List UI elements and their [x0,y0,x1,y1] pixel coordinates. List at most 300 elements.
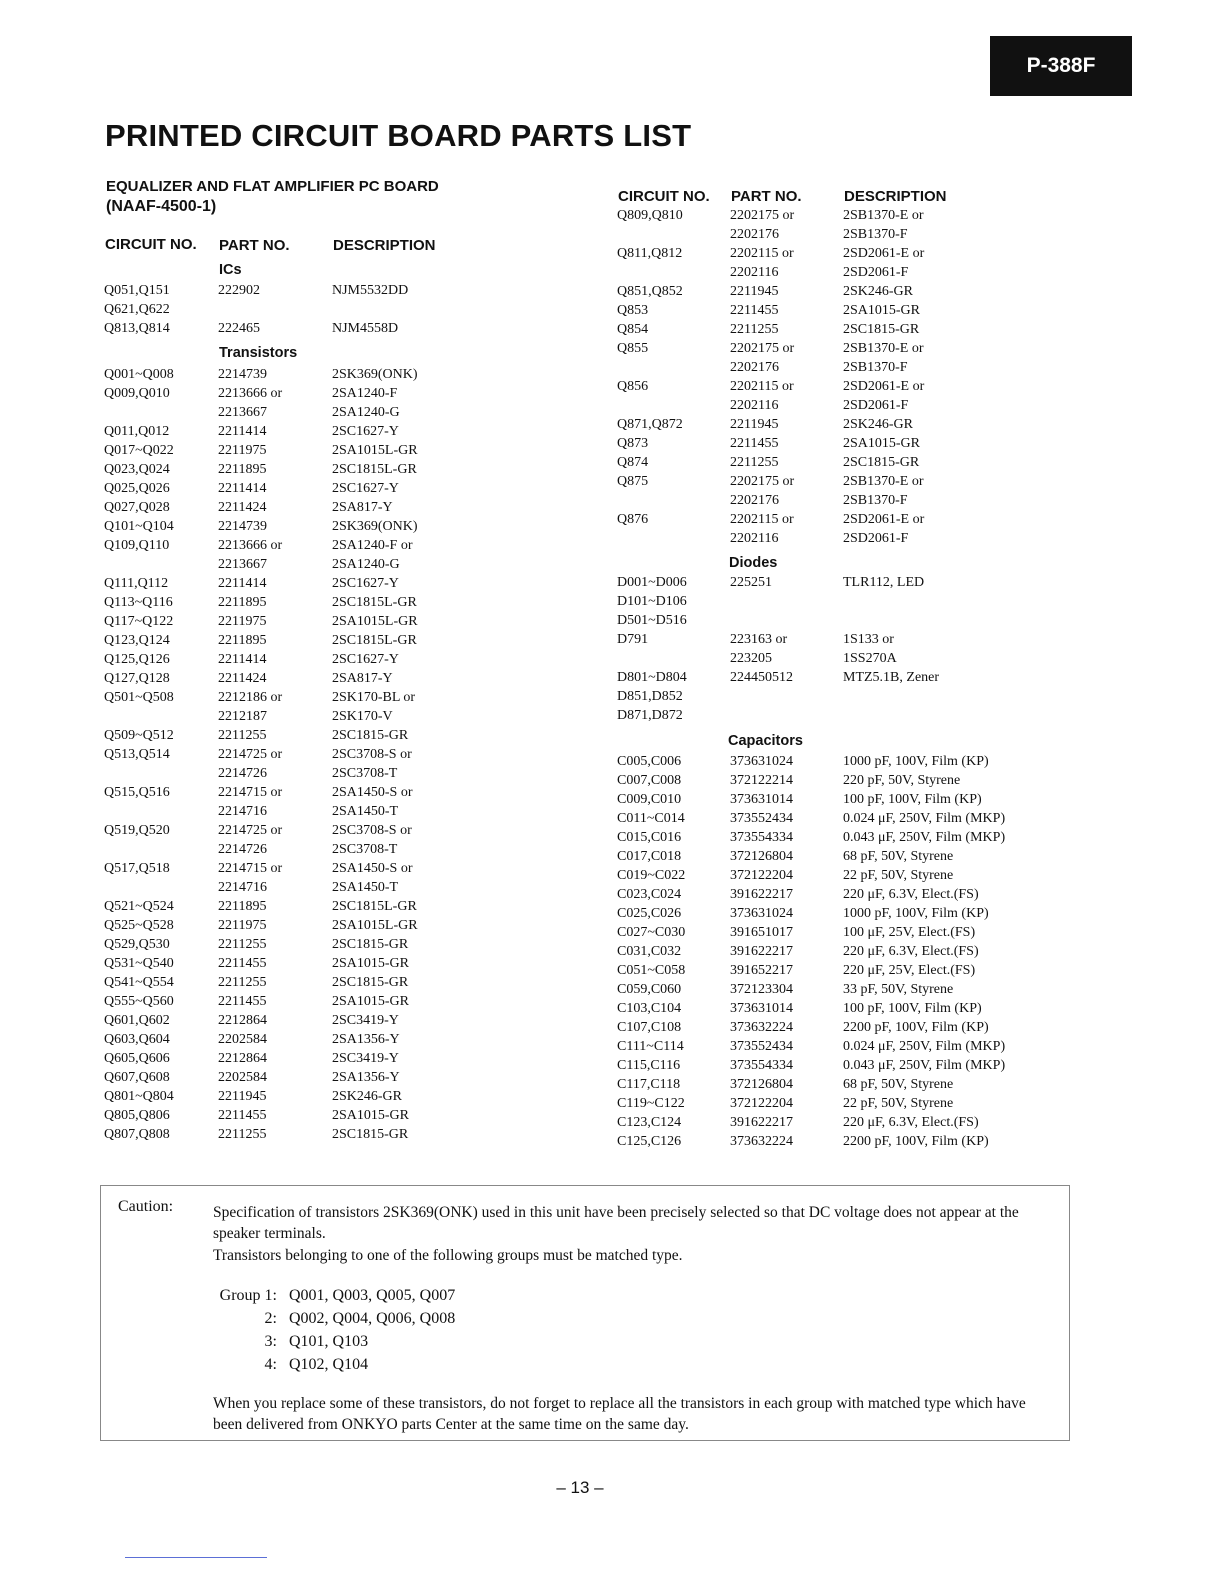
description: 2SA1240-F or [332,538,413,553]
description: 2SB1370-F [843,493,908,508]
description: 2SD2061-E or [843,379,925,394]
circuit-no: Q605,Q606 [104,1051,170,1066]
part-no: 2202116 [730,265,779,280]
part-row [617,320,1037,339]
description: 1SS270A [843,651,897,666]
circuit-no: C051~C058 [617,963,686,978]
part-row [617,1037,1037,1056]
part-row [104,726,504,745]
part-row [104,1106,504,1125]
part-no: 2214725 or [218,747,283,762]
circuit-no: Q853 [617,303,649,318]
description: 2SC1815-GR [843,455,920,470]
part-row [617,1094,1037,1113]
part-no: 2202175 or [730,208,795,223]
description: 22 pF, 50V, Styrene [843,1096,954,1111]
circuit-no: Q125,Q126 [104,652,170,667]
page-title: PRINTED CIRCUIT BOARD PARTS LIST [105,118,692,153]
circuit-no: Q513,Q514 [104,747,170,762]
part-no: 2214726 [218,766,267,781]
right-transistors-list [617,206,1037,548]
part-no: 391622217 [730,887,793,902]
part-row [617,611,1037,630]
part-row [104,422,504,441]
circuit-no: Q051,Q151 [104,283,170,298]
part-row [617,529,1037,548]
circuit-no: D871,D872 [617,708,683,723]
description: TLR112, LED [843,575,925,590]
circuit-no: Q607,Q608 [104,1070,170,1085]
part-no: 2202175 or [730,474,795,489]
description: 2SA1356-Y [332,1032,400,1047]
description: 2SA817-Y [332,500,393,515]
description: 2200 pF, 100V, Film (KP) [843,1020,989,1035]
circuit-no: Q127,Q128 [104,671,170,686]
circuit-no: Q874 [617,455,649,470]
section-capacitors: Capacitors [728,733,803,749]
group-members: Q102, Q104 [289,1356,369,1373]
part-no: 2213667 [218,405,267,420]
circuit-no: Q873 [617,436,649,451]
part-no: 2213667 [218,557,267,572]
description: 220 pF, 50V, Styrene [843,773,961,788]
circuit-no: C111~C114 [617,1039,684,1054]
part-no: 2211455 [218,994,267,1009]
part-row [617,706,1037,725]
description: 2SA1240-G [332,557,400,572]
left-ics-list [104,281,504,338]
part-no: 391622217 [730,944,793,959]
part-no: 2211895 [218,633,267,648]
circuit-no: Q541~Q554 [104,975,174,990]
description: 2SB1370-F [843,227,908,242]
circuit-no: Q101~Q104 [104,519,174,534]
part-row [104,1125,504,1144]
description: 220 μF, 25V, Elect.(FS) [843,963,976,978]
caution-paragraph-2: Transistors belonging to one of the following groups must be matched type. [213,1247,683,1264]
description: 2SD2061-E or [843,512,925,527]
part-no: 2212186 or [218,690,283,705]
part-row [104,574,504,593]
part-row [104,403,504,422]
circuit-no: C059,C060 [617,982,682,997]
part-row [104,1087,504,1106]
circuit-no: Q529,Q530 [104,937,170,952]
part-row [104,840,504,859]
circuit-no: C027~C030 [617,925,686,940]
right-header-circuit: CIRCUIT NO. [618,188,710,205]
part-no: 372126804 [730,849,793,864]
description: 220 μF, 6.3V, Elect.(FS) [843,1115,979,1130]
circuit-no: Q501~Q508 [104,690,174,705]
part-row [104,783,504,802]
right-capacitors-list [617,752,1037,1151]
part-row [617,573,1037,592]
description: 68 pF, 50V, Styrene [843,849,954,864]
part-no: 2214716 [218,880,267,895]
part-no: 2211414 [218,424,267,439]
part-no: 2213666 or [218,538,283,553]
caution-groups [213,1284,613,1376]
part-row [104,1030,504,1049]
part-row [104,631,504,650]
circuit-no: Q011,Q012 [104,424,170,439]
part-row [104,650,504,669]
section-diodes: Diodes [729,555,778,571]
circuit-no: D501~D516 [617,613,687,628]
part-row [617,847,1037,866]
group-number: Group 1: [219,1287,277,1304]
part-no: 2211895 [218,462,267,477]
description: 1000 pF, 100V, Film (KP) [843,906,989,921]
group-row [213,1284,613,1307]
part-no: 372122204 [730,1096,793,1111]
part-row [104,1049,504,1068]
circuit-no: Q113~Q116 [104,595,173,610]
part-no: 2202115 or [730,246,794,261]
part-row [617,415,1037,434]
part-no: 224450512 [730,670,793,685]
left-transistors-list [104,365,504,1144]
board-name: EQUALIZER AND FLAT AMPLIFIER PC BOARD [106,178,439,195]
circuit-no: Q801~Q804 [104,1089,174,1104]
part-no: 2214739 [218,519,267,534]
footer-rule [125,1557,267,1558]
part-row [617,790,1037,809]
part-row [617,999,1037,1018]
part-row [617,923,1037,942]
description: 2SC1815L-GR [332,595,417,610]
description: 0.043 μF, 250V, Film (MKP) [843,1058,1006,1073]
part-row [104,281,504,300]
description: 100 pF, 100V, Film (KP) [843,792,982,807]
group-members: Q101, Q103 [289,1333,369,1350]
part-row [617,396,1037,415]
part-row [617,1132,1037,1151]
description: 2SA1015-GR [843,436,921,451]
part-row [104,1011,504,1030]
circuit-no: Q805,Q806 [104,1108,170,1123]
part-row [104,365,504,384]
description: 1000 pF, 100V, Film (KP) [843,754,989,769]
part-row [617,1018,1037,1037]
part-row [617,961,1037,980]
part-no: 2212864 [218,1013,267,1028]
part-row [104,384,504,403]
description: 0.043 μF, 250V, Film (MKP) [843,830,1006,845]
circuit-no: Q111,Q112 [104,576,169,591]
description: 2SB1370-E or [843,208,924,223]
part-no: 2214739 [218,367,267,382]
description: 2SD2061-E or [843,246,925,261]
part-row [617,358,1037,377]
circuit-no: C009,C010 [617,792,682,807]
part-row [617,885,1037,904]
part-no: 2211255 [218,728,267,743]
description: 2SB1370-E or [843,474,924,489]
description: 2SA1015L-GR [332,918,418,933]
part-row [104,441,504,460]
part-no: 2211414 [218,481,267,496]
description: 2SA1015-GR [332,1108,410,1123]
part-row [104,764,504,783]
part-row [617,630,1037,649]
part-no: 223205 [730,651,772,666]
group-number: 3: [264,1333,277,1350]
description: 2SA1356-Y [332,1070,400,1085]
part-no: 2211414 [218,652,267,667]
description: 2SB1370-E or [843,341,924,356]
part-row [104,1068,504,1087]
description: 2SC3419-Y [332,1051,399,1066]
group-members: Q001, Q003, Q005, Q007 [289,1287,456,1304]
part-row [617,649,1037,668]
section-transistors: Transistors [219,345,298,361]
description: 2SC1815L-GR [332,633,417,648]
part-row [617,592,1037,611]
description: 1S133 or [843,632,894,647]
part-no: 372122214 [730,773,793,788]
part-no: 373631014 [730,1001,793,1016]
part-no: 2211455 [730,303,779,318]
part-no: 2202584 [218,1032,267,1047]
part-row [104,859,504,878]
part-row [104,593,504,612]
part-no: 373632224 [730,1134,793,1149]
part-no: 391651017 [730,925,793,940]
description: 2SA1240-F [332,386,398,401]
description: 2SC3708-S or [332,747,412,762]
description: 2200 pF, 100V, Film (KP) [843,1134,989,1149]
part-no: 2202115 or [730,512,794,527]
part-no: 2211455 [730,436,779,451]
description: 220 μF, 6.3V, Elect.(FS) [843,887,979,902]
description: 2SC1815L-GR [332,899,417,914]
part-row [617,980,1037,999]
part-no: 373631024 [730,754,793,769]
description: 2SC1815-GR [843,322,920,337]
part-row [617,244,1037,263]
circuit-no: Q009,Q010 [104,386,170,401]
part-no: 222465 [218,321,260,336]
description: 2SC1627-Y [332,576,399,591]
part-row [617,491,1037,510]
part-no: 2211255 [730,322,779,337]
part-no: 2202584 [218,1070,267,1085]
part-no: 373552434 [730,1039,793,1054]
circuit-no: C017,C018 [617,849,682,864]
part-no: 2202176 [730,493,779,508]
part-no: 2211975 [218,918,267,933]
description: 2SB1370-F [843,360,908,375]
description: 2SC1815L-GR [332,462,417,477]
part-row [617,339,1037,358]
part-no: 373554334 [730,1058,793,1073]
right-diodes-list [617,573,1037,725]
circuit-no: Q621,Q622 [104,302,170,317]
circuit-no: C025,C026 [617,906,682,921]
description: 33 pF, 50V, Styrene [843,982,954,997]
circuit-no: Q856 [617,379,649,394]
part-row [104,536,504,555]
part-no: 2211255 [730,455,779,470]
part-no: 222902 [218,283,260,298]
description: 2SA1450-S or [332,861,413,876]
left-header-circuit: CIRCUIT NO. [105,236,197,253]
circuit-no: Q555~Q560 [104,994,174,1009]
circuit-no: C007,C008 [617,773,682,788]
part-no: 2211424 [218,671,267,686]
circuit-no: Q023,Q024 [104,462,170,477]
group-row [213,1353,613,1376]
circuit-no: Q509~Q512 [104,728,174,743]
part-no: 2214725 or [218,823,283,838]
description: 2SK369(ONK) [332,367,418,382]
part-row [617,377,1037,396]
description: 2SA1015-GR [332,956,410,971]
part-no: 2202115 or [730,379,794,394]
part-row [104,498,504,517]
part-no: 2211945 [218,1089,267,1104]
circuit-no: Q017~Q022 [104,443,174,458]
description: NJM5532DD [332,283,409,298]
circuit-no: Q809,Q810 [617,208,683,223]
part-no: 2202175 or [730,341,795,356]
description: 2SA1015-GR [332,994,410,1009]
description: 2SC1627-Y [332,424,399,439]
description: 0.024 μF, 250V, Film (MKP) [843,811,1006,826]
description: 2SC1815-GR [332,975,409,990]
part-row [617,771,1037,790]
part-row [104,688,504,707]
part-row [617,1075,1037,1094]
part-row [104,821,504,840]
part-row [617,510,1037,529]
part-no: 2211455 [218,1108,267,1123]
description: 2SC3708-T [332,766,398,781]
circuit-no: C119~C122 [617,1096,685,1111]
part-no: 2214715 or [218,861,283,876]
circuit-no: D001~D006 [617,575,687,590]
circuit-no: C125,C126 [617,1134,682,1149]
description: 2SC3708-S or [332,823,412,838]
part-row [617,301,1037,320]
circuit-no: Q875 [617,474,649,489]
part-row [617,942,1037,961]
circuit-no: C015,C016 [617,830,682,845]
description: 2SC1627-Y [332,652,399,667]
description: 2SK369(ONK) [332,519,418,534]
description: 2SK170-BL or [332,690,416,705]
circuit-no: Q517,Q518 [104,861,170,876]
board-code: (NAAF-4500-1) [106,198,217,215]
circuit-no: Q109,Q110 [104,538,170,553]
description: 2SA1015-GR [843,303,921,318]
circuit-no: Q813,Q814 [104,321,170,336]
circuit-no: D791 [617,632,649,647]
description: 68 pF, 50V, Styrene [843,1077,954,1092]
part-no: 2212864 [218,1051,267,1066]
part-no: 2211455 [218,956,267,971]
description: 22 pF, 50V, Styrene [843,868,954,883]
circuit-no: C103,C104 [617,1001,682,1016]
description: 2SC1627-Y [332,481,399,496]
part-no: 2211975 [218,443,267,458]
circuit-no: Q001~Q008 [104,367,174,382]
part-row [617,687,1037,706]
group-number: 4: [264,1356,277,1373]
part-row [617,263,1037,282]
right-header-part: PART NO. [731,188,802,205]
left-header-part: PART NO. [219,237,290,254]
circuit-no: Q521~Q524 [104,899,174,914]
description: 2SD2061-F [843,265,909,280]
description: 2SA817-Y [332,671,393,686]
description: 2SK246-GR [843,417,914,432]
description: 100 μF, 25V, Elect.(FS) [843,925,976,940]
part-no: 2211255 [218,975,267,990]
description: 2SD2061-F [843,398,909,413]
part-row [104,612,504,631]
description: 2SA1450-T [332,880,399,895]
circuit-no: C023,C024 [617,887,682,902]
part-no: 2212187 [218,709,267,724]
part-no: 372126804 [730,1077,793,1092]
description: 2SK246-GR [332,1089,403,1104]
description: 220 μF, 6.3V, Elect.(FS) [843,944,979,959]
group-members: Q002, Q004, Q006, Q008 [289,1310,456,1327]
part-no: 2211414 [218,576,267,591]
circuit-no: C005,C006 [617,754,682,769]
part-no: 223163 or [730,632,788,647]
part-row [617,668,1037,687]
description: 2SA1240-G [332,405,400,420]
part-row [617,904,1037,923]
part-no: 2202116 [730,398,779,413]
part-no: 2214716 [218,804,267,819]
circuit-no: C115,C116 [617,1058,681,1073]
part-no: 2202116 [730,531,779,546]
description: 2SK246-GR [843,284,914,299]
part-row [617,752,1037,771]
part-no: 2214726 [218,842,267,857]
part-no: 2202176 [730,360,779,375]
circuit-no: C019~C022 [617,868,686,883]
left-header-desc: DESCRIPTION [333,237,436,254]
part-row [104,935,504,954]
part-row [617,866,1037,885]
part-row [617,828,1037,847]
part-row [104,319,504,338]
part-row [617,434,1037,453]
circuit-no: Q855 [617,341,649,356]
description: 2SC3708-T [332,842,398,857]
circuit-no: D101~D106 [617,594,687,609]
circuit-no: Q876 [617,512,649,527]
description: 2SA1015L-GR [332,443,418,458]
circuit-no: Q025,Q026 [104,481,170,496]
section-ics: ICs [219,262,242,278]
circuit-no: D801~D804 [617,670,687,685]
description: MTZ5.1B, Zener [843,670,940,685]
part-no: 2211255 [218,937,267,952]
part-no: 2211895 [218,899,267,914]
circuit-no: Q851,Q852 [617,284,683,299]
part-no: 373631024 [730,906,793,921]
part-no: 2211975 [218,614,267,629]
description: 2SD2061-F [843,531,909,546]
description: 2SA1450-T [332,804,399,819]
